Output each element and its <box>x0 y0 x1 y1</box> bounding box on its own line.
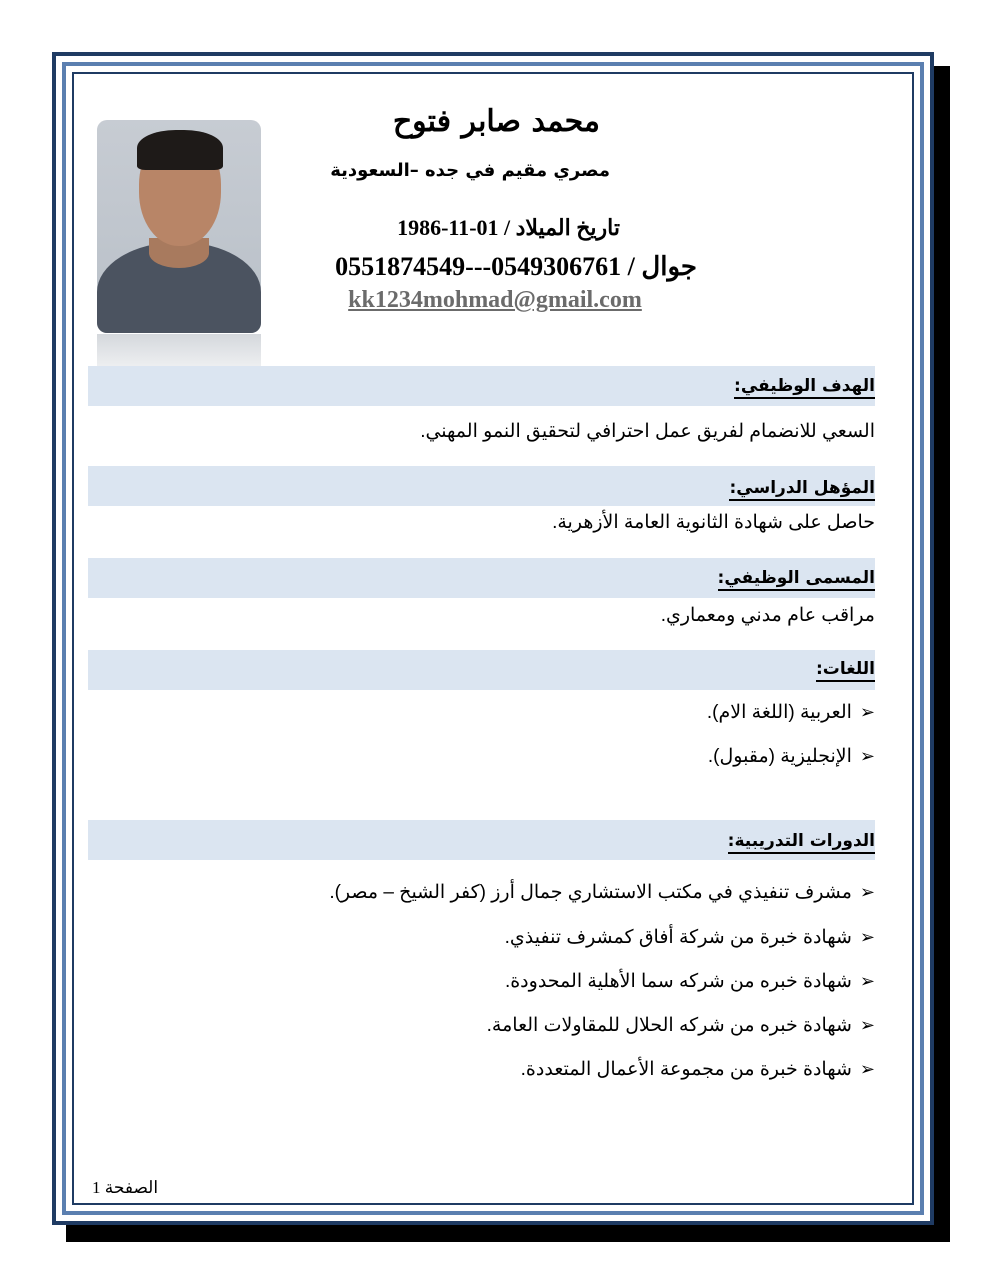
checkmark-arrow-icon: ➢ <box>859 1059 875 1080</box>
checkmark-arrow-icon: ➢ <box>859 927 875 948</box>
list-item <box>329 881 875 904</box>
heading-languages: اللغات: <box>816 659 875 682</box>
course-item: شهادة خبره من شركه الحلال للمقاولات العامة. <box>486 1015 852 1036</box>
education-text: حاصل على شهادة الثانوية العامة الأزهرية. <box>552 512 875 533</box>
section-band-languages <box>88 650 875 690</box>
profile-photo <box>97 120 261 333</box>
list-item <box>505 970 875 993</box>
checkmark-arrow-icon: ➢ <box>859 1015 875 1036</box>
list-item <box>521 1058 875 1081</box>
checkmark-arrow-icon: ➢ <box>859 702 875 723</box>
course-item: مشرف تنفيذي في مكتب الاستشاري جمال أرز (كفر الشيخ – مصر). <box>329 882 852 903</box>
phone-numbers: جوال / 0549306761---0551874549 <box>335 252 697 281</box>
photo-hair <box>137 130 223 170</box>
course-item: شهادة خبرة من مجموعة الأعمال المتعددة. <box>520 1059 852 1080</box>
email-link[interactable]: kk1234mohmad@gmail.com <box>348 287 642 313</box>
language-item: العربية (اللغة الام). <box>706 702 852 723</box>
objective-text: السعي للانضمام لفريق عمل احترافي لتحقيق النمو المهني. <box>420 421 875 442</box>
language-item: الإنجليزية (مقبول). <box>707 746 852 767</box>
date-of-birth: تاريخ الميلاد / 01-11-1986 <box>397 215 620 240</box>
heading-job-title: المسمى الوظيفي: <box>718 568 875 591</box>
list-item <box>487 1014 875 1037</box>
list-item <box>708 745 875 768</box>
course-item: شهادة خبره من شركه سما الأهلية المحدودة. <box>504 971 852 992</box>
checkmark-arrow-icon: ➢ <box>859 971 875 992</box>
list-item <box>505 926 875 949</box>
list-item <box>707 701 875 724</box>
checkmark-arrow-icon: ➢ <box>859 746 875 767</box>
nationality-residence: مصري مقيم في جده –السعودية <box>330 160 610 181</box>
page-number: الصفحة 1 <box>92 1178 159 1197</box>
heading-courses: الدورات التدريبية: <box>728 831 875 854</box>
person-name: محمد صابر فتوح <box>392 104 600 139</box>
checkmark-arrow-icon: ➢ <box>859 882 875 903</box>
heading-education: المؤهل الدراسي: <box>729 478 875 501</box>
course-item: شهادة خبرة من شركة أفاق كمشرف تنفيذي. <box>504 927 852 948</box>
job-title-text: مراقب عام مدني ومعماري. <box>660 605 875 626</box>
heading-objective: الهدف الوظيفي: <box>734 376 875 399</box>
